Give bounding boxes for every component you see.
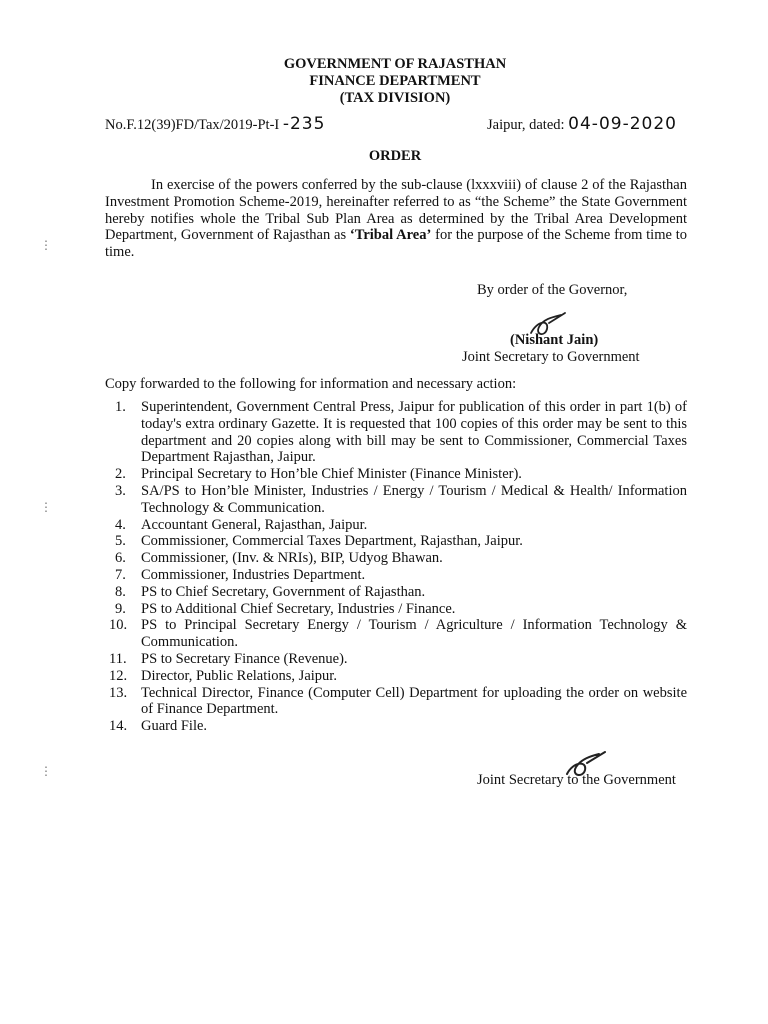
scan-margin-mark: ⋮	[40, 500, 52, 514]
scan-margin-mark: ⋮	[40, 238, 52, 252]
list-item	[105, 718, 687, 735]
list-item-number: 3.	[115, 482, 126, 499]
list-item-number: 6.	[115, 550, 126, 567]
header-division: (TAX DIVISION)	[339, 90, 451, 106]
list-item-text: Commissioner, Commercial Taxes Department, Rajasthan, Jaipur.	[141, 533, 523, 550]
signatory-designation: Joint Secretary to Government	[462, 349, 640, 365]
list-item	[105, 567, 687, 584]
reference-date	[487, 114, 677, 134]
list-item	[105, 617, 687, 651]
reference-number	[105, 114, 325, 134]
list-item-number: 11.	[109, 650, 127, 667]
list-item-number: 4.	[115, 516, 126, 533]
letterhead	[0, 56, 768, 107]
list-item	[105, 685, 687, 719]
order-title: ORDER	[368, 148, 422, 164]
list-item	[105, 533, 687, 550]
list-item-number: 12.	[109, 667, 128, 684]
list-item	[105, 483, 687, 517]
scan-margin-mark: ⋮	[40, 764, 52, 778]
list-item-text: PS to Chief Secretary, Government of Rajasthan.	[141, 583, 426, 600]
list-item	[105, 584, 687, 601]
list-item	[105, 399, 687, 466]
order-body-text-2: for the purpose of the Scheme from time to time.	[105, 227, 687, 261]
reference-number-handwritten: -235	[282, 114, 326, 134]
list-item-text: Technical Director, Finance (Computer Cell) Department for uploading the order on website of Finance Department.	[141, 684, 687, 718]
list-item	[105, 651, 687, 668]
dated-label: Jaipur, dated:	[487, 117, 565, 133]
list-item-text: Principal Secretary to Hon’ble Chief Minister (Finance Minister).	[141, 466, 522, 483]
list-item	[105, 601, 687, 618]
list-item	[105, 668, 687, 685]
order-body	[105, 177, 687, 261]
footer-designation: Joint Secretary to the Government	[477, 772, 676, 788]
order-body-bold-term: ‘Tribal Area’	[349, 227, 432, 244]
list-item-number: 14.	[109, 718, 128, 735]
list-item-text: Guard File.	[141, 718, 208, 735]
list-item	[105, 517, 687, 534]
header-department: FINANCE DEPARTMENT	[309, 73, 481, 89]
reference-number-prefix: No.F.12(39)FD/Tax/2019-Pt-I	[105, 117, 280, 133]
list-item-number: 1.	[115, 399, 126, 415]
list-item-text: Commissioner, Industries Department.	[141, 566, 366, 583]
list-item-number: 8.	[115, 583, 126, 600]
order-body-text-1: In exercise of the powers conferred by the sub-clause (lxxxviii) of clause 2 of the Rajasthan Investment Promotion Scheme-2019, hereinafter referred to as “the Scheme” the State Government hereby notifies whole the Tribal Sub Plan Area as determined by the Tribal Area Development Department, Government of Rajasthan as	[105, 177, 687, 244]
header-government: GOVERNMENT OF RAJASTHAN	[283, 56, 507, 72]
list-item-text: Commissioner, (Inv. & NRIs), BIP, Udyog Bhawan.	[141, 550, 443, 567]
list-item-text: PS to Secretary Finance (Revenue).	[141, 650, 348, 667]
list-item-number: 13.	[109, 684, 128, 701]
list-item-number: 10.	[109, 617, 128, 634]
list-item-text: Director, Public Relations, Jaipur.	[141, 667, 337, 684]
list-item-number: 5.	[115, 533, 126, 550]
copy-forwarded-intro: Copy forwarded to the following for information and necessary action:	[105, 376, 517, 392]
list-item-text: PS to Principal Secretary Energy / Tourism / Agriculture / Information Technology & Communication.	[141, 617, 687, 651]
list-item-number: 2.	[115, 466, 126, 483]
list-item-text: Superintendent, Government Central Press, Jaipur for publication of this order in part 1(b) of today's extra ordinary Gazette. It is requested that 100 copies of this order may be sent to this department and 20 copies along with bill may be sent to Commissioner, Commercial Taxes Department Rajasthan, Jaipur.	[141, 399, 687, 466]
list-item-number: 9.	[115, 600, 126, 617]
date-handwritten: 04-09-2020	[568, 114, 677, 134]
list-item-text: PS to Additional Chief Secretary, Industries / Finance.	[141, 600, 456, 617]
list-item-text: SA/PS to Hon’ble Minister, Industries / Energy / Tourism / Medical & Health/ Information Technology & Communication.	[141, 482, 687, 516]
list-item	[105, 466, 687, 483]
by-order-line: By order of the Governor,	[477, 282, 628, 298]
list-item	[105, 550, 687, 567]
distribution-list	[105, 399, 687, 735]
list-item-text: Accountant General, Rajasthan, Jaipur.	[141, 516, 368, 533]
list-item-number: 7.	[115, 566, 126, 583]
signatory-name: (Nishant Jain)	[510, 332, 599, 348]
